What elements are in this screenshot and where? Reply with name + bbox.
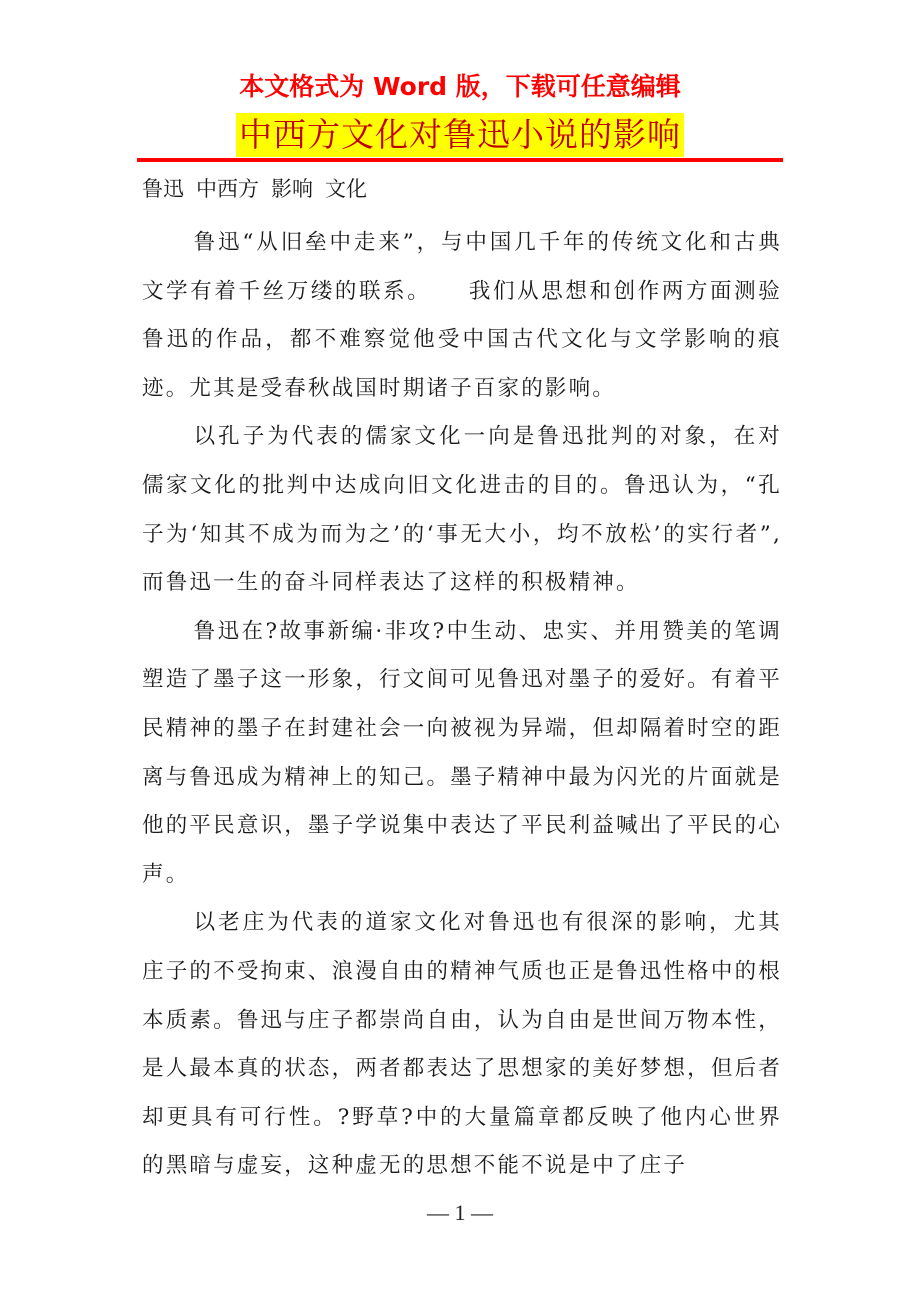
title-container (0, 113, 920, 157)
paragraph: 以孔子为代表的儒家文化一向是鲁迅批判的对象，在对儒家文化的批判中达成向旧文化进击的目的。鲁迅认为，“孔子为‘知其不成为而为之’的‘事无大小，均不放松’的实行者”,而鲁迅一生的奋斗同样表达了这样的积极精神。 (142, 424, 782, 596)
keyword: 文化 (325, 177, 367, 201)
document-body (142, 219, 782, 1191)
format-banner: 本文格式为 Word 版，下载可任意编辑 (239, 72, 681, 101)
paragraph: 鲁迅在?故事新编·非攻?中生动、忠实、并用赞美的笔调塑造了墨子这一形象，行文间可见鲁迅对墨子的爱好。有着平民精神的墨子在封建社会一向被视为异端，但却隔着时空的距离与鲁迅成为精神上的知己。墨子精神中最为闪光的片面就是他的平民意识，墨子学说集中表达了平民利益喊出了平民的心声。 (142, 618, 782, 887)
keyword: 影响 (271, 177, 313, 201)
keywords-line (142, 174, 379, 204)
paragraph: 鲁迅“从旧垒中走来”，与中国几千年的传统文化和古典文学有着千丝万缕的联系。 我们从思想和创作两方面测验鲁迅的作品，都不难察觉他受中国古代文化与文学影响的痕迹。尤其是受春秋战国时期诸子百家的影响。 (142, 230, 782, 401)
page-number: — 1 — (427, 1200, 493, 1225)
document-title: 中西方文化对鲁迅小说的影响 (236, 113, 684, 157)
title-divider (137, 158, 783, 162)
keyword: 中西方 (196, 177, 259, 201)
keyword: 鲁迅 (142, 177, 184, 201)
paragraph: 以老庄为代表的道家文化对鲁迅也有很深的影响，尤其庄子的不受拘束、浪漫自由的精神气质也正是鲁迅性格中的根本质素。鲁迅与庄子都崇尚自由，认为自由是世间万物本性，是人最本真的状态，两者都表达了思想家的美好梦想，但后者却更具有可行性。?野草?中的大量篇章都反映了他内心世界的黑暗与虚妄，这种虚无的思想不能不说是中了庄子 (142, 910, 782, 1179)
